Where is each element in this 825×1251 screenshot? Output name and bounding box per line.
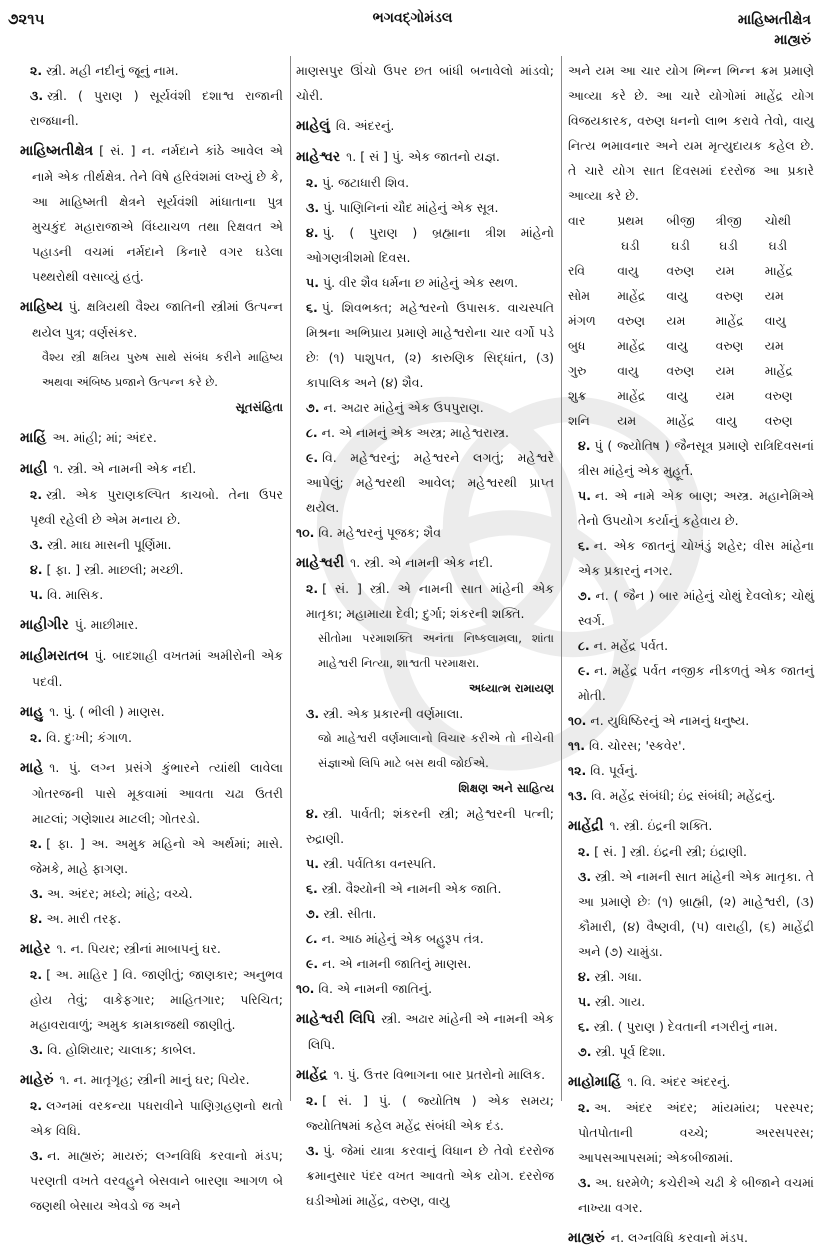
definition-text: જો માહેશ્વરી વર્ણમાલાનો વિચાર કરીએ તો નીચેની સંજ્ઞાઓ લિપિ માટે બસ થવી જોઈએ. [318, 731, 554, 770]
definition-text: સ્ત્રી. પર્વતિકા વનસ્પતિ. [322, 856, 437, 871]
sense-number: ૭. [578, 588, 592, 603]
sense-number: ૧૨. [568, 763, 587, 778]
table-header-label: ચોથી ઘડી [764, 213, 792, 253]
headword: માહીમરાતબ [20, 648, 89, 664]
sense-number: ૩. [30, 537, 44, 552]
definition-text: ૧. [ સં ] પું. એક જાતનો યજ્ઞ. [346, 149, 500, 164]
sense-item [296, 1088, 554, 1138]
definition-text: સ્ત્રી. માઘ માસની પૂર્ણિમા. [47, 537, 172, 552]
dictionary-entry [568, 813, 814, 839]
table-cell: વરુણ [715, 338, 744, 353]
definition-text: ૧. સ્ત્રી. એ નામની એક નદી. [53, 461, 197, 476]
sense-item [20, 725, 283, 750]
sense-number: ૬. [578, 538, 590, 553]
sense-item [20, 482, 283, 532]
column-1 [20, 58, 283, 1218]
definition-text: વિ. માસિક. [46, 587, 104, 602]
sense-item [568, 864, 814, 964]
definition-text: ન. અઢાર માંહેનું એક ઉપપુરાણ. [323, 400, 484, 415]
sense-number: ૯. [306, 956, 319, 971]
table-cell: યમ [764, 338, 784, 353]
sense-number: ૫. [578, 488, 591, 503]
sense-number: ૫. [30, 587, 43, 602]
sense-number: ૨. [306, 581, 319, 596]
definition-text: અ. અંદર અંદર; માંયમાંય; પરસ્પર; પોતપોતાની વચ્ચે; અરસપરસ; આપસઆપસમાં; એકબીજામાં. [578, 1100, 814, 1165]
sense-item [20, 906, 283, 931]
table-row [568, 258, 814, 283]
citation-quote [296, 626, 554, 676]
sense-item [568, 839, 814, 864]
definition-text: [ સં. ] ન. નર્મદાને કાંઠે આવેલ એ નામે એક તીર્થક્ષેત્ર. તેને વિષે હરિવંશમાં લખ્યું છે કે, આ માહિષ્મતી ક્ષેત્રને સૂર્યવંશી માંધાતાના પુત્ર મુચકુંદ મહારાજાએ વિંધ્યાચળ તથા રિક્ષવત એ પહાડની વચમાં નર્મદાને કિનારે વગર ઘડેલા પથ્થરોથી વસાવ્યું હતું. [32, 143, 283, 284]
table-cell: વરુણ [715, 288, 744, 303]
table-cell: વરુણ [617, 313, 646, 328]
table-cell: શુક્ર [568, 388, 587, 403]
definition-text: વૈશ્ય સ્ત્રી ક્ષત્રિય પુરુષ સાથે સંબંધ કરીને માહિષ્ય અથવા અંબિષ્ઠ પ્રજાને ઉત્પન્ન કરે છે. [42, 350, 283, 389]
dictionary-entry [20, 699, 283, 725]
sense-number: ૨. [30, 730, 43, 745]
table-row [568, 333, 814, 358]
table-header-label: પ્રથમ ઘડી [617, 213, 644, 253]
sense-item [20, 58, 283, 83]
sense-item [568, 1014, 814, 1039]
dictionary-entry [296, 550, 554, 576]
definition-text: સ્ત્રી. ગાય. [594, 994, 646, 1009]
definition-text: [ ફા. ] સ્ત્રી. માછલી; મચ્છી. [46, 562, 184, 577]
sense-item [20, 881, 283, 906]
sense-item [296, 295, 554, 395]
definition-text: [ સં. ] સ્ત્રી. ઇંદ્રની સ્ત્રી; ઇંદ્રાણી. [594, 844, 747, 859]
definition-text: પું. શિવભક્ત; મહેશ્વરનો ઉપાસક. વાચસ્પતિ મિશ્રના અભિપ્રાય પ્રમાણે માહેશ્વરોના ચાર વર્ગો પડે છેઃ (૧) પાશુપત, (૨) કારુણિક સિદ્ધાંત, (૩) કાપાલિક અને (૪) શૈવ. [306, 300, 554, 390]
definition-text: ૧. પું. લગ્ન પ્રસંગે કુંભારને ત્યાંથી લાવેલા ગોતરજની પાસે મૂકવામાં આવતા ચઢા ઉતરી માટલાં; ગણેશાય માટલી; ગોતરડો. [32, 760, 283, 826]
definition-text: [ સં. ] સ્ત્રી. એ નામની સાત માંહેની એક માતૃકા; મહામાયા દેવી; દુર્ગા; શંકરની શક્તિ. [306, 581, 554, 621]
table-header-cell [568, 208, 617, 258]
table-cell: યમ [617, 413, 637, 428]
definition-text: સીતોમા પરમાશક્તિ અનંતા નિષ્કલામલા, શાંતા માહેશ્વરી નિત્યા, શાશ્વતી પરમાક્ષરા. [318, 631, 554, 670]
definition-text: સ્ત્રી. અઢાર માંહેની એ નામની એક લિપિ. [308, 1011, 554, 1052]
dictionary-entry [568, 1069, 814, 1095]
definition-text: અધ્યાત્મ રામાયણ [469, 681, 554, 695]
table-header-cell [716, 208, 765, 258]
citation-quote [296, 726, 554, 776]
definition-text: સ્ત્રી. મહી નદીનું જૂનું નામ. [46, 63, 179, 78]
sense-item [20, 1143, 283, 1218]
definition-text: ૧. ન. પિયર; સ્ત્રીનાં માબાપનું ઘર. [56, 941, 221, 956]
sense-item [20, 532, 283, 557]
table-cell: માહેંદ્ર [666, 413, 695, 428]
definition-text: અ. માંહી; માં; અંદર. [52, 430, 157, 445]
definition-text: ન. મહેંદ્ર પર્વત નજીક નીકળતું એક જાતનું મોતી. [578, 663, 814, 703]
definition-text: શિક્ષણ અને સાહિત્ય [458, 781, 554, 795]
definition-text: સ્ત્રી. ( પુરાણ ) દેવતાની નગરીનું નામ. [593, 1019, 778, 1034]
table-row [568, 308, 814, 333]
headword: માહેલું [296, 118, 330, 134]
dictionary-entry [20, 294, 283, 345]
sense-number: ૫. [578, 994, 591, 1009]
sense-item [296, 420, 554, 445]
sense-number: ૮. [306, 425, 318, 440]
table-cell: માહેંદ્ર [617, 388, 646, 403]
table-cell: શનિ [568, 413, 590, 428]
table-row [568, 383, 814, 408]
definition-text: વિ. દુઃખી; કંગાળ. [46, 730, 132, 745]
table-cell: વાયુ [666, 288, 688, 303]
dictionary-entry [20, 138, 283, 289]
column-divider [561, 56, 562, 1101]
definition-text: ન. ( જૈન ) બાર માંહેનું ચોથું દેવલોક; ચોથું સ્વર્ગ. [578, 588, 814, 628]
definition-text: ન. લગ્નવિધિ કરવાનો મંડપ. [610, 1230, 748, 1245]
dictionary-entry [296, 1006, 554, 1057]
sense-number: ૩. [578, 1175, 592, 1190]
sense-item [296, 1138, 554, 1213]
sense-item [568, 583, 814, 633]
sense-item [568, 533, 814, 583]
table-cell: વાયુ [617, 263, 639, 278]
definition-text: ૧. પું. ( ભીલી ) માણસ. [49, 704, 165, 719]
headword: માહિં [20, 430, 47, 446]
sense-item [568, 58, 814, 208]
sense-number: ૪. [578, 438, 591, 453]
table-header-row [568, 208, 814, 258]
table-cell: યમ [715, 388, 735, 403]
sense-number: ૪. [306, 225, 319, 240]
sense-number: ૩. [306, 200, 320, 215]
table-cell: માહેંદ્ર [617, 288, 646, 303]
definition-text: વિ. મહેશ્વરનું; મહેશ્વરને લગતું; મહેશ્વરે આપેલું; મહેશ્વરથી આવેલ; મહેશ્વરથી પ્રાપ્ત થયેલ. [306, 450, 554, 515]
sense-item [296, 851, 554, 876]
column-3 [568, 58, 814, 1251]
sense-number: ૩. [30, 886, 44, 901]
sense-item [296, 270, 554, 295]
headword: માહેંદ્ર [296, 1067, 328, 1083]
sense-item [568, 964, 814, 989]
sense-number: ૨. [30, 967, 43, 982]
headword: માહેર [20, 941, 51, 957]
sense-item [568, 1170, 814, 1220]
sense-number: ૪. [306, 806, 319, 821]
definition-text: પું. ક્ષત્રિયથી વૈશ્ય જાતિની સ્ત્રીમાં ઉત્પન્ન થયેલ પુત્ર; વર્ણસંકર. [32, 299, 283, 340]
sense-item [296, 520, 554, 545]
table-cell: વરુણ [666, 363, 695, 378]
sense-number: ૩. [306, 1143, 320, 1158]
headword: માહે [20, 760, 44, 776]
sense-item [20, 962, 283, 1037]
table-cell: વાયુ [666, 338, 688, 353]
sense-item [296, 220, 554, 270]
definition-text: ન. એ નામની જાતિનું માણસ. [322, 956, 472, 971]
definition-text: પું. વીર શૈવ ધર્મના છ માંહેનું એક સ્થળ. [322, 275, 519, 290]
sense-item [20, 1037, 283, 1062]
sense-number: ૯. [306, 450, 319, 465]
headword: માહેશ્વર [296, 149, 341, 165]
sense-item [296, 395, 554, 420]
table-row [568, 408, 814, 433]
citation-source [296, 676, 554, 701]
definition-text: પું ( જ્યોતિષ ) જૈનસૂત્ર પ્રમાણે રાત્રિદિવસનાં ત્રીસ માંહેનું એક મુહૂર્ત. [578, 438, 814, 478]
dictionary-entry [20, 612, 283, 638]
table-cell: રવિ [568, 263, 586, 278]
table-cell: માહેંદ્ર [764, 263, 793, 278]
table-header-label: ત્રીજી ઘડી [715, 213, 742, 253]
sense-number: ૪. [30, 562, 43, 577]
headword: માહ્યરું [568, 1230, 605, 1246]
sense-number: ૨. [306, 175, 319, 190]
table-header-cell [617, 208, 666, 258]
definition-text: [ ફા. ] અ. અમુક મહિનો એ અર્થમાં; માસે. જેમકે, માહે ફાગણ. [30, 836, 283, 876]
sense-number: ૨. [578, 1100, 591, 1115]
definition-text: સૂતસંહિતા [235, 400, 283, 414]
definition-text: ન. માહ્યરું; માયરું; લગ્નવિધિ કરવાનો મંડપ; પરણતી વખતે વરવહુને બેસવાને બારણા આગળ બે જણથી બેસાય એવડો જ અને [30, 1148, 283, 1213]
sense-item [568, 483, 814, 533]
definition-text: વિ. મહેશ્વરનું પૂજક; શૈવ [318, 525, 441, 540]
sense-item [20, 831, 283, 881]
sense-item [568, 1039, 814, 1064]
definition-text: વિ. ચોરસ; 'સ્કવેર'. [589, 738, 686, 753]
definition-text: [ સં. ] પું. ( જ્યોતિષ ) એક સમય; જ્યોતિષમાં કહેલ મહેંદ્ર સંબંધી એક દંડ. [306, 1093, 554, 1133]
column-divider [290, 56, 291, 1101]
sense-number: ૧૦. [296, 525, 315, 540]
headword: માહિષ્મતીક્ષેત્ર [20, 143, 94, 159]
sense-number: ૭. [578, 1044, 592, 1059]
headword: માહી [20, 461, 48, 477]
sense-number: ૬. [578, 1019, 590, 1034]
definition-text: વિ. પૂર્વનું. [590, 763, 638, 778]
headword: માહુ [20, 704, 44, 720]
sense-item [568, 433, 814, 483]
definition-text: સ્ત્રી. એ નામની સાત માંહેની એક માતૃકા. તે આ પ્રમાણે છેઃ (૧) બ્રાહ્મી, (૨) માહેશ્વરી, (૩) કૌમારી, (૪) વૈષ્ણવી, (૫) વારાહી, (૬) માહેંદ્રી અને (૭) ચામુંડા. [578, 869, 814, 959]
sense-number: ૧૩. [568, 788, 588, 803]
definition-text: [ અ. માહિર ] વિ. જાણીતું; જાણકાર; અનુભવ હોય તેવું; વાકેફગાર; માહિતગાર; પરિચિત; મહાવરાવાળું; અમુક કામકાજથી જાણીતું. [30, 967, 283, 1032]
table-cell: વરુણ [764, 388, 793, 403]
guide-word-first: માહિષ્મતીક્ષેત્ર [737, 12, 811, 28]
sense-number: ૬. [306, 881, 318, 896]
dictionary-entry [296, 113, 554, 139]
guide-words [738, 10, 811, 50]
table-cell: મંગળ [568, 313, 596, 328]
sense-item [568, 758, 814, 783]
headword: માહેરું [20, 1072, 54, 1088]
sense-item [20, 1093, 283, 1143]
table-cell: વરુણ [666, 263, 695, 278]
sense-item [20, 83, 283, 133]
headword: માહેશ્વરી લિપિ [296, 1011, 376, 1027]
sense-number: ૬. [306, 300, 318, 315]
table-cell: માહેંદ્ર [764, 363, 793, 378]
sense-number: ૫. [306, 856, 319, 871]
definition-text: ૧. ન. માતૃગૃહ; સ્ત્રીની માનું ઘર; પિયેર. [59, 1072, 250, 1087]
definition-text: ન. આઠ માંહેનું એક બહુરૂપ તંત્ર. [321, 931, 484, 946]
dictionary-entry [568, 1225, 814, 1251]
table-cell: વાયુ [764, 313, 786, 328]
sense-number: ૧૦. [296, 981, 315, 996]
sense-number: ૨. [30, 1098, 43, 1113]
definition-text: પું. જેમાં યાત્રા કરવાનું વિધાન છે તેવો દરરોજ ક્રમાનુસાર પંદર વખત આવતો એક યોગ. દરરોજ ઘડીઓમાં માહેંદ્ર, વરુણ, વાયુ [306, 1143, 554, 1208]
table-cell: વાયુ [715, 413, 737, 428]
headword: માહોમાહિં [568, 1074, 622, 1090]
sense-item [568, 708, 814, 733]
sense-number: ૯. [578, 663, 591, 678]
definition-text: પું. પાણિનિનાં ચૌદ માંહેનું એક સૂત્ર. [323, 200, 499, 215]
sense-item [296, 576, 554, 626]
table-cell: યમ [715, 263, 735, 278]
definition-text: વિ. મહેંદ્ર સંબંધી; ઇંદ્ર સંબંધી; મહેંદ્રનું. [591, 788, 776, 803]
definition-text: સ્ત્રી. સીતા. [323, 906, 377, 921]
guide-word-last: માહ્યરું [774, 32, 811, 48]
sense-item [296, 876, 554, 901]
headword: માહીગીર [20, 617, 69, 633]
definition-text: પું. ( પુરાણ ) બ્રહ્માના ત્રીશ માંહેનો ઓગણત્રીશમો દિવસ. [306, 225, 554, 265]
definition-text: ૧. વિ. અંદર અંદરનું. [627, 1074, 731, 1089]
definition-text: સ્ત્રી. પાર્વતી; શંકરની સ્ત્રી; મહેશ્વરની પત્ની; રુદ્રાણી. [306, 806, 554, 846]
definition-text: વિ. અંદરનું. [335, 118, 395, 133]
dictionary-entry [20, 643, 283, 694]
definition-text: ન. મહેંદ્ર પર્વત. [593, 638, 669, 653]
definition-text: ન. એ નામનું એક અસ્ત્ર; માહેશ્વરાસ્ત્ર. [321, 425, 509, 440]
definition-text: પું. બાદશાહી વખતમાં અમીરોની એક પદવી. [32, 648, 283, 689]
table-header-label: વાર [568, 213, 586, 228]
table-header-cell [765, 208, 814, 258]
definition-text: સ્ત્રી. એક પ્રકારની વર્ણમાલા. [323, 706, 464, 721]
sense-item [568, 733, 814, 758]
table-cell: યમ [666, 313, 686, 328]
table-cell: ગુરુ [568, 363, 587, 378]
page-number: ૭૨૧૫ [8, 10, 45, 28]
table-cell: માહેંદ્ર [715, 313, 744, 328]
table-row [568, 283, 814, 308]
definition-text: ૧. સ્ત્રી. ઇંદ્રની શક્તિ. [609, 818, 713, 833]
headword: માહિષ્ય [20, 299, 63, 315]
sense-number: ૩. [30, 1148, 44, 1163]
sense-item [20, 582, 283, 607]
book-title: ભગવદ્ગોમંડલ [372, 10, 453, 26]
sense-item [296, 901, 554, 926]
sense-number: ૨. [30, 63, 43, 78]
sense-item [568, 989, 814, 1014]
definition-text: માણસપુર ઊંચો ઉપર છત બાંધી બનાવેલો માંડવો; ચોરી. [296, 63, 554, 103]
citation-source [296, 776, 554, 801]
sense-number: ૭. [306, 906, 320, 921]
citation-source [20, 395, 283, 420]
sense-item [296, 951, 554, 976]
sense-number: ૩. [578, 869, 592, 884]
table-cell: વરુણ [764, 413, 793, 428]
definition-text: પું. જટાધારી શિવ. [322, 175, 410, 190]
table-header-label: બીજી ઘડી [666, 213, 695, 253]
sense-item [296, 976, 554, 1001]
sense-item [296, 170, 554, 195]
definition-text: અને યમ આ ચાર યોગ ભિન્ન ભિન્ન ક્રમ પ્રમાણે આવ્યા કરે છે. આ ચારે યોગોમાં માહેંદ્ર યોગ વિજયકારક, વરુણ ધનનો લાભ કરાવે તેવો, વાયુ નિત્ય ભમાવનાર અને યમ મૃત્યુદાયક કહેલ છે. તે ચારે યોગ સાત દિવસમાં દરરોજ આ પ્રકારે આવ્યા કરે છે. [568, 63, 814, 203]
definition-text: પું. માછીમાર. [74, 617, 139, 632]
dictionary-entry [20, 936, 283, 962]
definition-text: વિ. એ નામની જાતિનું. [318, 981, 433, 996]
sense-item [568, 633, 814, 658]
sense-number: ૨. [306, 1093, 319, 1108]
definition-text: ન. એ નામે એક બાણ; અસ્ત્ર. મહાનેમિએ તેનો ઉપયોગ કર્યાનું કહેવાય છે. [578, 488, 814, 528]
definition-text: અ. અંદર; મધ્યે; માંહે; વચ્ચે. [47, 886, 193, 901]
yoga-table [568, 208, 814, 433]
dictionary-entry [296, 144, 554, 170]
dictionary-entry [20, 456, 283, 482]
table-cell: બુધ [568, 338, 586, 353]
definition-text: ન. યુધિષ્ઠિરનું એ નામનું ધનુષ્ય. [590, 713, 750, 728]
dictionary-entry [20, 425, 283, 451]
table-cell: સોમ [568, 288, 591, 303]
sense-number: ૨. [30, 836, 43, 851]
sense-number: ૧૧. [568, 738, 585, 753]
sense-number: ૨. [30, 487, 43, 502]
sense-number: ૫. [306, 275, 319, 290]
sense-item [296, 58, 554, 108]
dictionary-entry [20, 755, 283, 831]
definition-text: સ્ત્રી. વૈશ્યોની એ નામની એક જાતિ. [321, 881, 502, 896]
definition-text: વિ. હોશિયાર; ચાલાક; કાબેલ. [47, 1042, 196, 1057]
dictionary-entry [20, 1067, 283, 1093]
sense-number: ૩. [30, 1042, 44, 1057]
table-cell: યમ [764, 288, 784, 303]
headword: માહેંદ્રી [568, 818, 604, 834]
definition-text: ૧. સ્ત્રી. એ નામની એક નદી. [350, 555, 494, 570]
headword: માહેશ્વરી [296, 555, 345, 571]
sense-number: ૧૦. [568, 713, 587, 728]
definition-text: સ્ત્રી. ગધા. [594, 969, 642, 984]
sense-item [296, 195, 554, 220]
sense-item [296, 801, 554, 851]
sense-number: ૨. [578, 844, 591, 859]
definition-text: સ્ત્રી. એક પુરાણકલ્પિત કાચબો. તેના ઉપર પૃથ્વી રહેલી છે એમ મનાય છે. [30, 487, 283, 527]
dictionary-entry [296, 1062, 554, 1088]
definition-text: ન. એક જાતનું ચોખંડું શહેર; વીસ માંહેના એક પ્રકારનું નગર. [578, 538, 814, 578]
definition-text: સ્ત્રી. પૂર્વ દિશા. [595, 1044, 666, 1059]
sense-number: ૭. [306, 400, 320, 415]
definition-text: સ્ત્રી. ( પુરાણ ) સૂર્યવંશી દશાશ્વ રાજાની રાજધાની. [30, 88, 283, 128]
table-cell: યમ [715, 363, 735, 378]
sense-item [296, 445, 554, 520]
definition-text: લગ્નમાં વરકન્યા પધરાવીને પાણિગ્રહણનો થતો એક વિધિ. [30, 1098, 283, 1138]
sense-number: ૩. [306, 706, 320, 721]
sense-item [568, 1095, 814, 1170]
sense-number: ૪. [30, 911, 43, 926]
column-2 [296, 58, 554, 1213]
sense-item [296, 926, 554, 951]
table-cell: માહેંદ્ર [617, 338, 646, 353]
table-header-cell [666, 208, 715, 258]
definition-text: ૧. પું. ઉત્તર વિભાગના બાર પ્રતરોનો માલિક. [333, 1067, 546, 1082]
sense-number: ૮. [578, 638, 590, 653]
sense-number: ૩. [30, 88, 44, 103]
sense-number: ૮. [306, 931, 318, 946]
table-cell: વાયુ [666, 388, 688, 403]
sense-item [20, 557, 283, 582]
sense-item [568, 783, 814, 808]
definition-text: અ. ઘરમેળે; કચેરીએ ચઢી કે બીજાને વચમાં નાખ્યા વગર. [578, 1175, 814, 1215]
table-cell: વાયુ [617, 363, 639, 378]
sense-item [568, 658, 814, 708]
definition-text: અ. મારી તરફ. [46, 911, 122, 926]
sense-item [296, 701, 554, 726]
sense-number: ૪. [578, 969, 591, 984]
citation-quote [20, 345, 283, 395]
table-row [568, 358, 814, 383]
